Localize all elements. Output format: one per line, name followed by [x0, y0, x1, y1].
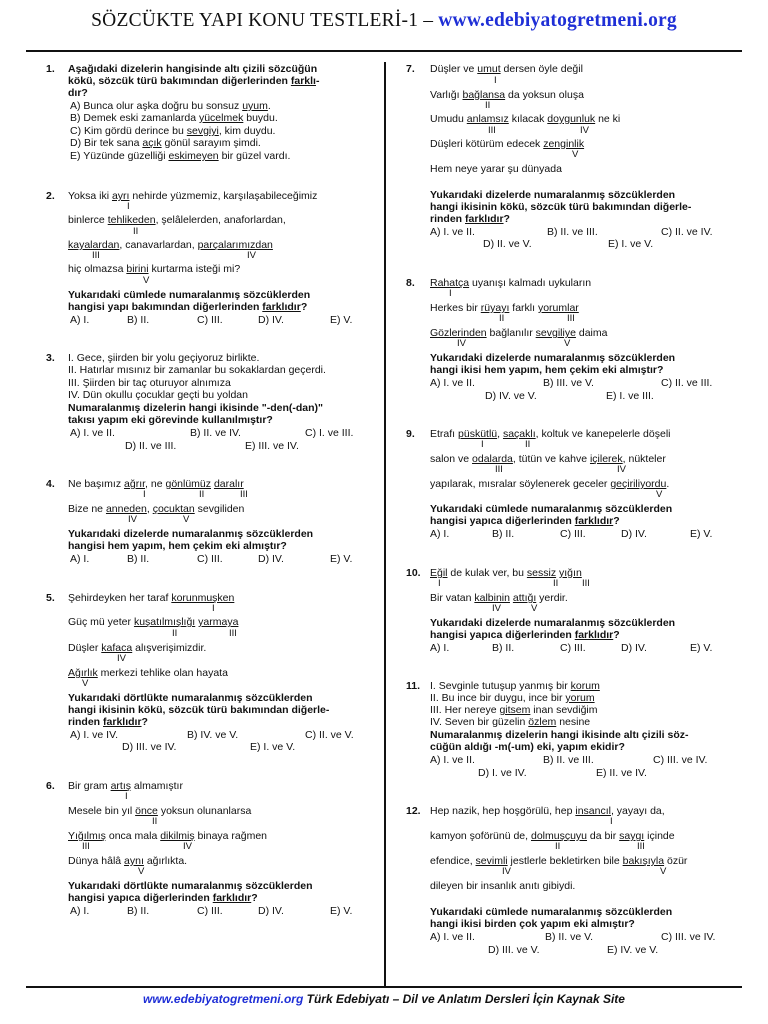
option-c[interactable]: C) III. — [197, 905, 223, 917]
passage-line: Etrafı püskütlü, saçaklı, koltuk ve kanepelerle döşeli — [430, 428, 671, 440]
question-prompt: Yukarıdaki cümlede numaralanmış sözcüklerden — [68, 289, 311, 301]
question-prompt: Yukarıdaki dörtlükte numaralanmış sözcüklerden — [68, 880, 313, 892]
roman-marker: V — [183, 514, 190, 525]
roman-marker: V — [143, 275, 150, 286]
option-b[interactable]: B) II. ve IV. — [190, 427, 241, 439]
option-a[interactable]: A) I. — [430, 528, 450, 540]
question-number: 10. — [406, 567, 421, 579]
passage-line: salon ve odalarda, tütün ve kahve içilerek, nükteler — [430, 453, 666, 465]
question-prompt: hangisi yapıca diğerlerinden farklıdır? — [430, 515, 620, 527]
roman-marker: III — [488, 125, 496, 136]
passage-line: efendice, sevimli jestlerle bekletirken bile bakışıyla özür — [430, 855, 688, 867]
passage-line: I. Gece, şiirden bir yolu geçiyoruz birlikte. — [68, 352, 260, 364]
passage-line: II. Hatırlar mısınız bir zamanlar bu sokaklardan geçerdi. — [68, 364, 326, 376]
question-number: 9. — [406, 428, 415, 440]
option-d[interactable]: D) III. ve V. — [488, 944, 540, 956]
title-text: SÖZCÜKTE YAPI KONU TESTLERİ-1 – — [91, 10, 439, 31]
option-e[interactable]: E) III. ve IV. — [245, 440, 299, 452]
question-prompt: cüğün aldığı -m(-um) eki, yapım ekidir? — [430, 741, 625, 753]
passage-line: Hep nazik, hep hoşgörülü, hep insancıl, yayayı da, — [430, 805, 665, 817]
question-number: 5. — [46, 592, 55, 604]
option-c[interactable]: C) I. ve III. — [305, 427, 354, 439]
page-title — [0, 10, 768, 32]
passage-line: Bize ne anneden, çocuktan sevgiliden — [68, 503, 245, 515]
question-prompt: hangisi yapıca diğerlerinden farklıdır? — [430, 629, 620, 641]
passage-line: IV. Dün okullu çocuklar geçti bu yoldan — [68, 389, 248, 401]
option-a[interactable]: A) I. ve II. — [430, 931, 475, 943]
option-e[interactable]: E) V. — [330, 905, 353, 917]
option-d[interactable]: D) IV. — [258, 553, 284, 565]
passage-line: Dünya hâlâ aynı ağırlıkta. — [68, 855, 188, 867]
option-b[interactable]: B) II. ve III. — [543, 754, 594, 766]
question-prompt: hangisi yapıca diğerlerinden farklıdır? — [68, 892, 258, 904]
option-c[interactable]: C) II. ve IV. — [661, 226, 713, 238]
roman-marker: IV — [492, 603, 501, 614]
footer-rule — [26, 986, 742, 988]
option-e[interactable]: E) I. ve V. — [608, 238, 654, 250]
question-number: 7. — [406, 63, 415, 75]
passage-line: Herkes bir rüyayı farklı yorumlar — [430, 302, 579, 314]
passage-line: Düşler ve umut dersen öyle değil — [430, 63, 583, 75]
passage-line: dileyen bir insanlık anıtı gibiydi. — [430, 880, 576, 892]
roman-marker: V — [564, 338, 571, 349]
passage-line: Düşler kafaca alışverişimizdir. — [68, 642, 207, 654]
option-c[interactable]: C) II. ve V. — [305, 729, 354, 741]
passage-line: II. Bu ince bir duygu, ince bir yorum — [430, 692, 595, 704]
question-number: 6. — [46, 780, 55, 792]
option-d[interactable]: D) IV. — [621, 642, 647, 654]
option-a[interactable]: A) I. ve II. — [430, 226, 475, 238]
roman-marker: II — [172, 628, 178, 639]
roman-marker: V — [572, 149, 579, 160]
passage-line: hiç olmazsa birini kurtarma isteği mi? — [68, 263, 241, 275]
option-e[interactable]: E) V. — [330, 314, 353, 326]
option-b[interactable]: B) II. ve III. — [547, 226, 598, 238]
roman-marker: IV — [502, 866, 511, 877]
roman-marker: IV — [128, 514, 137, 525]
option-c[interactable]: C) III. ve IV. — [661, 931, 716, 943]
question-prompt: hangi ikisinin kökü, sözcük türü bakımından diğerle- — [68, 704, 330, 716]
passage-line: Hem neye yarar şu dünyada — [430, 163, 562, 175]
roman-marker: II — [152, 816, 158, 827]
option-e[interactable]: E) V. — [330, 553, 353, 565]
option-d[interactable]: D) III. ve IV. — [122, 741, 177, 753]
option-b[interactable]: B) Demek eski zamanlarda yücelmek buydu. — [70, 112, 278, 124]
footer-text: Türk Edebiyatı – Dil ve Anlatım Dersleri İçin Kaynak Site — [303, 992, 625, 1006]
question-prompt: Yukarıdaki dizelerde numaralanmış sözcüklerden — [68, 528, 314, 540]
option-d[interactable]: D) IV. — [258, 314, 284, 326]
option-c[interactable]: C) III. — [560, 642, 586, 654]
roman-marker: V — [660, 866, 667, 877]
option-e[interactable]: E) Yüzünde güzelliği eskimeyen bir güzel vardı. — [70, 150, 291, 162]
passage-line: binlerce tehlikeden, şelâlelerden, anaforlardan, — [68, 214, 286, 226]
question-prompt: Yukarıdaki cümlede numaralanmış sözcüklerden — [430, 503, 673, 515]
roman-marker: IV — [617, 464, 626, 475]
passage-line: kayalardan, canavarlardan, parçalarımızdan — [68, 239, 273, 251]
option-a[interactable]: A) I. — [70, 905, 90, 917]
option-c[interactable]: C) III. — [560, 528, 586, 540]
header-rule — [26, 50, 742, 52]
passage-line: Ne başımız ağrır, ne gönlümüz daralır — [68, 478, 244, 490]
passage-line: Şehirdeyken her taraf korunmuşken — [68, 592, 235, 604]
passage-line: Düşleri kötürüm edecek zenginlik — [430, 138, 585, 150]
passage-line: Güç mü yeter kuşatılmışlığı yarmaya — [68, 616, 239, 628]
question-prompt: Numaralanmış dizelerin hangi ikisinde altı çizili söz- — [430, 729, 689, 741]
option-d[interactable]: D) II. ve V. — [483, 238, 532, 250]
roman-marker: III — [582, 578, 590, 589]
option-e[interactable]: E) V. — [690, 642, 713, 654]
passage-line: Varlığı bağlansa da yoksun oluşa — [430, 89, 584, 101]
roman-marker: V — [82, 678, 89, 689]
passage-line: Yığılmış onca mala dikilmiş binaya rağmen — [68, 830, 268, 842]
option-e[interactable]: E) II. ve IV. — [596, 767, 647, 779]
passage-line: Umudu anlamsız kılacak doygunluk ne ki — [430, 113, 621, 125]
roman-marker: I — [610, 816, 613, 827]
passage-line: IV. Seven bir güzelin özlem nesine — [430, 716, 591, 728]
option-a[interactable]: A) I. ve II. — [430, 377, 475, 389]
column-divider — [384, 62, 386, 986]
question-stem: kökü, sözcük türü bakımından diğerlerinden farklı- — [68, 75, 320, 87]
passage-line: Bir vatan kalbinin attığı yerdir. — [430, 592, 568, 604]
option-a[interactable]: A) I. ve II. — [430, 754, 475, 766]
option-b[interactable]: B) III. ve V. — [543, 377, 594, 389]
question-prompt: Yukarıdaki dörtlükte numaralanmış sözcüklerden — [68, 692, 313, 704]
roman-marker: V — [656, 489, 663, 500]
roman-marker: II — [499, 313, 505, 324]
question-prompt: Yukarıdaki dizelerde numaralanmış sözcüklerden — [430, 352, 676, 364]
option-a[interactable]: A) I. — [70, 553, 90, 565]
passage-line: Gözlerinden bağlanılır sevgiliye daima — [430, 327, 608, 339]
option-c[interactable]: C) III. ve IV. — [653, 754, 708, 766]
option-b[interactable]: B) II. — [492, 528, 515, 540]
roman-marker: II — [525, 439, 531, 450]
option-d[interactable]: D) II. ve III. — [125, 440, 177, 452]
roman-marker: I — [143, 489, 146, 500]
roman-marker: III — [82, 841, 90, 852]
roman-marker: III — [495, 464, 503, 475]
option-c[interactable]: C) II. ve III. — [661, 377, 713, 389]
option-e[interactable]: E) I. ve V. — [250, 741, 296, 753]
option-c[interactable]: C) III. — [197, 553, 223, 565]
question-number: 12. — [406, 805, 421, 817]
question-prompt: Yukarıdaki dizelerde numaralanmış sözcüklerden — [430, 617, 676, 629]
roman-marker: II — [199, 489, 205, 500]
roman-marker: V — [138, 866, 145, 877]
question-number: 11. — [406, 680, 421, 692]
option-a[interactable]: A) I. ve IV. — [70, 729, 119, 741]
roman-marker: I — [127, 201, 130, 212]
question-stem: Aşağıdaki dizelerin hangisinde altı çizili sözcüğün — [68, 63, 318, 75]
option-e[interactable]: E) IV. ve V. — [607, 944, 659, 956]
question-number: 4. — [46, 478, 55, 490]
roman-marker: IV — [247, 250, 256, 261]
roman-marker: V — [531, 603, 538, 614]
roman-marker: IV — [580, 125, 589, 136]
option-a[interactable]: A) I. — [70, 314, 90, 326]
question-prompt: hangi ikisi birden çok yapım eki almıştır? — [430, 918, 635, 930]
passage-line: III. Şiirden bir taç oturuyor alnımıza — [68, 377, 231, 389]
page-footer — [0, 992, 768, 1006]
option-d[interactable]: D) I. ve IV. — [478, 767, 527, 779]
question-prompt: Yukarıdaki cümlede numaralanmış sözcüklerden — [430, 906, 673, 918]
question-prompt: Yukarıdaki dizelerde numaralanmış sözcüklerden — [430, 189, 676, 201]
passage-line: Bir gram artış almamıştır — [68, 780, 183, 792]
option-d[interactable]: D) IV. — [621, 528, 647, 540]
roman-marker: I — [481, 439, 484, 450]
question-number: 2. — [46, 190, 55, 202]
question-prompt: rinden farklıdır? — [430, 213, 510, 225]
footer-site-link[interactable]: www.edebiyatogretmeni.org — [143, 992, 304, 1006]
question-number: 3. — [46, 352, 55, 364]
roman-marker: II — [555, 841, 561, 852]
option-e[interactable]: E) I. ve III. — [606, 390, 654, 402]
roman-marker: II — [133, 226, 139, 237]
roman-marker: I — [212, 603, 215, 614]
roman-marker: II — [553, 578, 559, 589]
option-b[interactable]: B) II. — [492, 642, 515, 654]
roman-marker: I — [494, 75, 497, 86]
question-number: 8. — [406, 277, 415, 289]
option-a[interactable]: A) Bunca olur aşka doğru bu sonsuz uyum. — [70, 100, 271, 112]
question-prompt: hangisi yapı bakımından diğerlerinden farklıdır? — [68, 301, 308, 313]
roman-marker: I — [449, 288, 452, 299]
option-b[interactable]: B) II. — [127, 314, 150, 326]
option-d[interactable]: D) IV. ve V. — [485, 390, 537, 402]
option-a[interactable]: A) I. ve II. — [70, 427, 115, 439]
roman-marker: I — [438, 578, 441, 589]
option-b[interactable]: B) II. — [127, 905, 150, 917]
option-b[interactable]: B) II. — [127, 553, 150, 565]
roman-marker: IV — [117, 653, 126, 664]
option-e[interactable]: E) V. — [690, 528, 713, 540]
passage-line: Rahatça uyanışı kalmadı uykuların — [430, 277, 592, 289]
passage-line: Mesele bin yıl önce yoksun olunanlarsa — [68, 805, 252, 817]
option-d[interactable]: D) IV. — [258, 905, 284, 917]
question-prompt: hangi ikisinin kökü, sözcük türü bakımından diğerle- — [430, 201, 692, 213]
question-prompt: Numaralanmış dizelerin hangi ikisinde "-den(-dan)" — [68, 402, 323, 414]
option-c[interactable]: C) III. — [197, 314, 223, 326]
passage-line: kamyon şoförünü de, dolmuşçuyu da bir saygı içinde — [430, 830, 675, 842]
roman-marker: III — [567, 313, 575, 324]
option-b[interactable]: B) II. ve V. — [545, 931, 594, 943]
passage-line: Ağırlık merkezi tehlike olan hayata — [68, 667, 228, 679]
roman-marker: IV — [457, 338, 466, 349]
roman-marker: III — [229, 628, 237, 639]
question-prompt: hangi ikisi hem yapım, hem çekim eki almıştır? — [430, 364, 664, 376]
title-site: www.edebiyatogretmeni.org — [438, 10, 677, 31]
option-a[interactable]: A) I. — [430, 642, 450, 654]
passage-line: yapılarak, mısralar söylenerek geceler geçiriliyordu. — [430, 478, 670, 490]
passage-line: III. Her nereye gitsem inan sevdiğim — [430, 704, 598, 716]
roman-marker: I — [125, 791, 128, 802]
roman-marker: III — [240, 489, 248, 500]
roman-marker: III — [92, 250, 100, 261]
roman-marker: IV — [183, 841, 192, 852]
passage-line: I. Sevginle tutuşup yanmış bir korum — [430, 680, 600, 692]
question-prompt: rinden farklıdır? — [68, 716, 148, 728]
question-prompt: hangisi hem yapım, hem çekim eki almıştır? — [68, 540, 287, 552]
passage-line: Eğil de kulak ver, bu sessiz yığın — [430, 567, 582, 579]
question-stem: dır? — [68, 87, 88, 99]
roman-marker: II — [485, 100, 491, 111]
option-d[interactable]: D) Bir tek sana açık gönül sarayım şimdi. — [70, 137, 261, 149]
passage-line: Yoksa iki ayrı nehirde yüzmemiz, karşılaşabileceğimiz — [68, 190, 318, 202]
roman-marker: III — [637, 841, 645, 852]
question-number: 1. — [46, 63, 55, 75]
question-prompt: takısı yapım eki görevinde kullanılmıştır? — [68, 414, 273, 426]
option-b[interactable]: B) IV. ve V. — [187, 729, 239, 741]
option-c[interactable]: C) Kim gördü derince bu sevgiyi, kim duydu. — [70, 125, 276, 137]
